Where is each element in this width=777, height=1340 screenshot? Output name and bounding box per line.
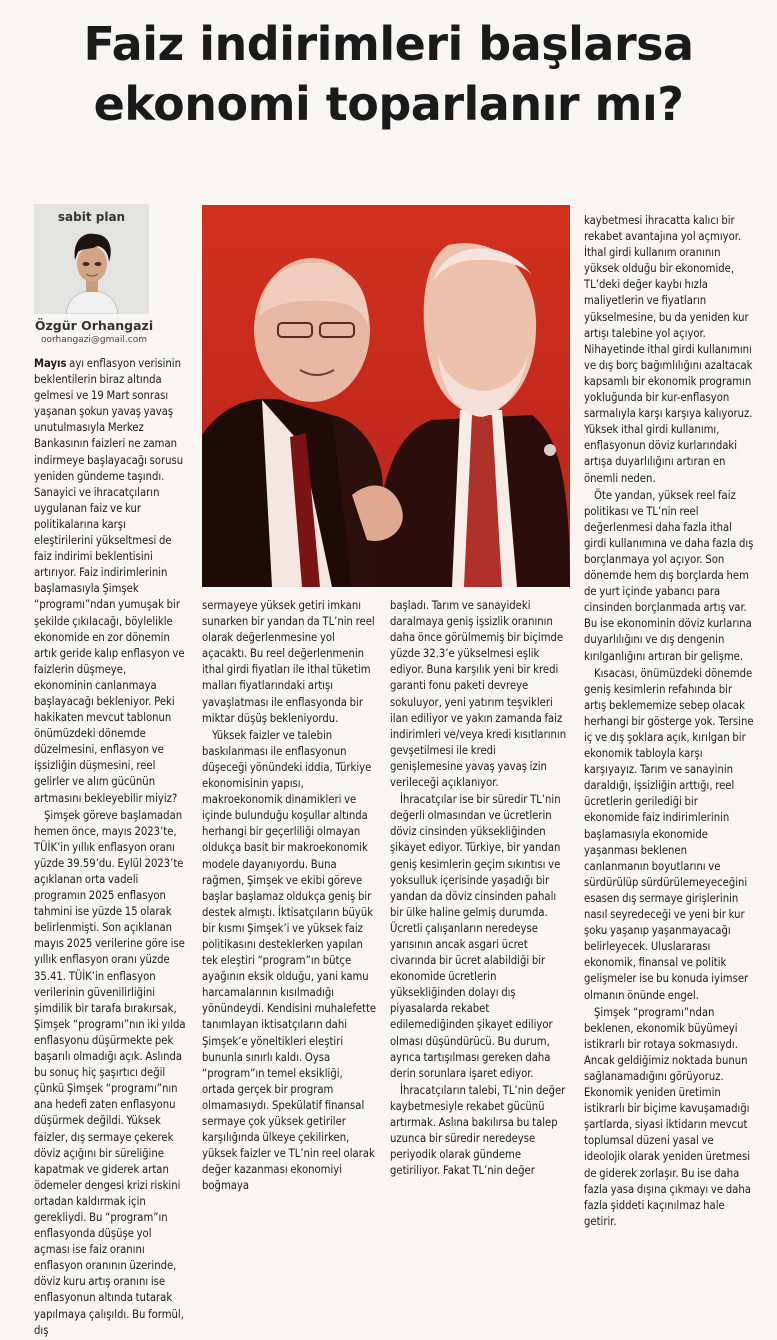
article-photo (202, 205, 570, 587)
paragraph: sermayeye yüksek getiri imkanı sunarken bir yandan da TL’nin reel olarak değerlenmesine yol açacaktı. Bu reel değerlenmenin ithal girdi fiyatları ile ithal tüketim malları fiyatlarındaki artışı yavaşlatması ile enflasyonda bir miktar düşüş bekleniyordu. (202, 599, 375, 725)
paragraph: Kısacası, önümüzdeki dönemde geniş kesimlerin refahında bir artış beklememize sebep olacak herhangi bir gösterge yok. Tersine iç ve dış şoklara açık, kırılgan bir ekonomik tabloyla karşı karşıyayız. Tarım ve sanayinin daraldığı, işsizliğin arttığı, reel ücretlerin gerilediği bir ekonomide faiz indirimlerinin başlamasıyla ekonomide yaşanması beklenen canlanmanın boyutlarını ve sürdürülüp sürdürülemeyeceğini esasen dış sermaye girişlerinin nasıl seyredeceği ve yeni bir kur şoku yaşanıp yaşanmayacağı belirleyecek. Uluslararası ekonomik, finansal ve politik gelişmeler ise bu konuda iyimser olmanın önünde engel. (584, 666, 754, 1002)
byline-box (34, 204, 149, 314)
headline (0, 14, 777, 134)
paragraph: Yüksek faizler ve talebin baskılanması ile enflasyonun düşeceği yönündeki iddia, Türkiye ekonomisinin yapısı, makroekonomik dinamikleri ve içinde bulunduğu koşullar altında herhangi bir geçerliliği olmayan oldukça basit bir makroekonomik modele dayanıyordu. Buna rağmen, Şimşek ve ekibi göreve başlar başlamaz oldukça geniş bir destek almıştı. İktisatçıların büyük bir kısmı Şimşek’i ve yüksek faiz politikasını desteklerken yapılan tek eleştiri “program”ın bütçe ayağının eksik olduğu, yani kamu harcamalarının kısılmadığı yönündeydi. Kendisini muhalefette tanımlayan iktisatçıların dahi Şimşek’e yöneltikleri eleştiri bununla sınırlı kaldı. Oysa “program”ın temel eksikliği, ortada gerçek bir program olmamasıydı. Spekülatif finansal sermaye çok yüksek getiriler karşılığında ülkeye çekilirken, yüksek faizler ve TL’nin reel olarak değer kazanması ekonomiyi boğmaya (202, 728, 377, 1193)
paragraph: Şimşek “programı”ndan beklenen, ekonomik büyümeyi istikrarlı bir rotaya sokmasıydı. Ancak geldiğimiz noktada bunun sağlanamadığını görüyoruz. Ekonomik yeniden üretimin istikrarlı bir biçime kavuşamadığı şartlarda, siyasi iktidarın mevcut toplumsal düzeni yasal ve ideolojik olarak yeniden üretmesi de giderek zorlaşır. Bu ise daha fazla yasa dışına çıkmayı ve daha fazla şiddeti kaçınılmaz hale getirir. (584, 1005, 751, 1228)
article-column-3 (390, 598, 568, 1180)
paragraph: kaybetmesi ihracatta kalıcı bir rekabet avantajına yol açmıyor. İthal girdi kullanım oranının yüksek olduğu bir ekonomide, TL’deki değer kaybı hızla maliyetlerin ve fiyatların yükselmesine, bu da yeniden kur artışı talebine yol açıyor. Nihayetinde ithal girdi kullanımını ve dış borç bağımlılığını azaltacak kapsamlı bir ekonomik programın yokluğunda bir kur-enflasyon sarmalıyla karşı karşıya kalıyoruz. Yüksek ithal girdi kullanımı, enflasyonun döviz kurlarındaki artışa duyarlılığını artıran en önemli neden. (584, 214, 753, 485)
article-column-4 (584, 213, 754, 1231)
author-name: Özgür Orhangazi (34, 318, 154, 333)
article-column-1 (34, 356, 186, 1340)
paragraph: Şimşek göreve başlamadan hemen önce, mayıs 2023’te, TÜİK’in yıllık enflasyon oranı yüzde 39.59’du. Eylül 2023’te açıklanan orta vadeli programın 2025 enflasyon tahmini ise yüzde 15 olarak belirlenmişti. Son açıklanan mayıs 2025 verilerine göre ise yıllık enflasyon oranı yüzde 35.41. TÜİK’in enflasyon verilerinin güvenilirliğini şimdilik bir tarafa bırakırsak, Şimşek “programı”nın iki yılda enflasyonu düşürmekte pek başarılı olmadığı açık. Aslında bu sonuç hiç şaşırtıcı değil çünkü Şimşek “programı”nın ana hedefi zaten enflasyonu düşürmek değildi. Yüksek faizler, dış sermaye çekerek döviz açığını bir süreliğine kapatmak ve giderek artan ödemeler dengesi krizi riskini ortadan kaldırmak için gerekliydi. Bu “program”ın enflasyonda düşüşe yol açması ise faiz oranını enflasyon oranının üzerinde, döviz kuru artış oranını ise enflasyonun altında tutarak yapılmaya çalışıldı. Bu formül, dış (34, 808, 186, 1337)
headline-line-1: Faiz indirimleri başlarsa (83, 17, 694, 71)
paragraph: başladı. Tarım ve sanayideki daralmaya geniş işsizlik oranının daha önce görülmemiş bir biçimde yüzde 32.3’e yükselmesi eşlik ediyor. Buna karşılık yeni bir kredi garanti fonu paketi devreye sokuluyor, yeni yatırım teşvikleri ilan ediliyor ve yakın zamanda faiz indirimleri ve/veya kredi kısıtlarının gevşetilmesi ile kredi genişlemesine yavaş yavaş izin verileceği açıklanıyor. (390, 599, 567, 790)
article-column-2 (202, 598, 377, 1195)
lead-word: Mayıs (34, 357, 67, 370)
author-email: oorhangazi@gmail.com (40, 335, 147, 345)
paragraph (34, 356, 186, 807)
paragraph: Öte yandan, yüksek reel faiz politikası ve TL’nin reel değerlenmesi daha fazla ithal girdi kullanımına ve daha fazla dış borçlanmaya yol açıyor. Son dönemde hem dış borçlarda hem de yurt içinde yabancı para cinsinden borçlanmada artış var. Bu ise ekonominin döviz kurlarına duyarlılığını ve dış dengenin kırılganlığını artıran bir gelişme. (584, 488, 754, 663)
author-photo (62, 228, 122, 314)
paragraph: İhracatçılar ise bir süredir TL’nin değerli olmasından ve ücretlerin döviz cinsinden yüksekliğinden şikayet ediyor. Türkiye, bir yandan geniş kesimlerin geçim sıkıntısı ve yoksulluk içerisinde yaşadığı bir yandan da döviz cinsinden pahalı bir ülke haline gelmiş durumda. Ücretli çalışanların neredeyse yarısının ancak asgari ücret civarında bir ücret alabildiği bir ekonomide ücretlerin yüksekliğinden dolayı dış piyasalarda rekabet edilemediğinden şikayet ediliyor olması düşündürücü. Bu durum, ayrıca tartışılması gereken daha derin sorunlara işaret ediyor. (390, 793, 561, 1080)
headline-line-2: ekonomi toparlanır mı? (93, 77, 684, 131)
paragraph: İhracatçıların talebi, TL’nin değer kaybetmesiyle rekabet gücünü artırmak. Aslına bakılırsa bu talep uzunca bir süredir neredeyse periyodik olarak gündeme getiriliyor. Fakat TL’nin değer (390, 1083, 566, 1178)
paragraph-text: ayı enflasyon verisinin beklentilerin biraz altında gelmesi ve 19 Mart sonrası yaşanan şokun yavaş yavaş unutulmasıyla Merkez Bankasının faizleri ne zaman indirmeye başlayacağı sorusu yeniden gündeme taşındı. Sanayici ve ihracatçıların uygulanan faiz ve kur politikalarına karşı eleştirilerini yükseltmesi de faiz indirimi beklentisini artırıyor. Faiz indirimlerinin başlamasıyla Şimşek “programı”ndan yumuşak bir şekilde çıkılacağı, böylelikle ekonomide en zor dönemin artık geride kalıp enflasyon ve faizlerin düşmeye, ekonominin canlanmaya başlayacağı bekleniyor. Peki hakikaten mevcut tablonun önümüzdeki dönemde düzelmesini, enflasyon ve işsizliğin düşmesini, reel gelirler ve alım gücünün artmasını bekleyebilir miyiz? (34, 357, 185, 805)
column-label: sabit plan (57, 210, 126, 224)
